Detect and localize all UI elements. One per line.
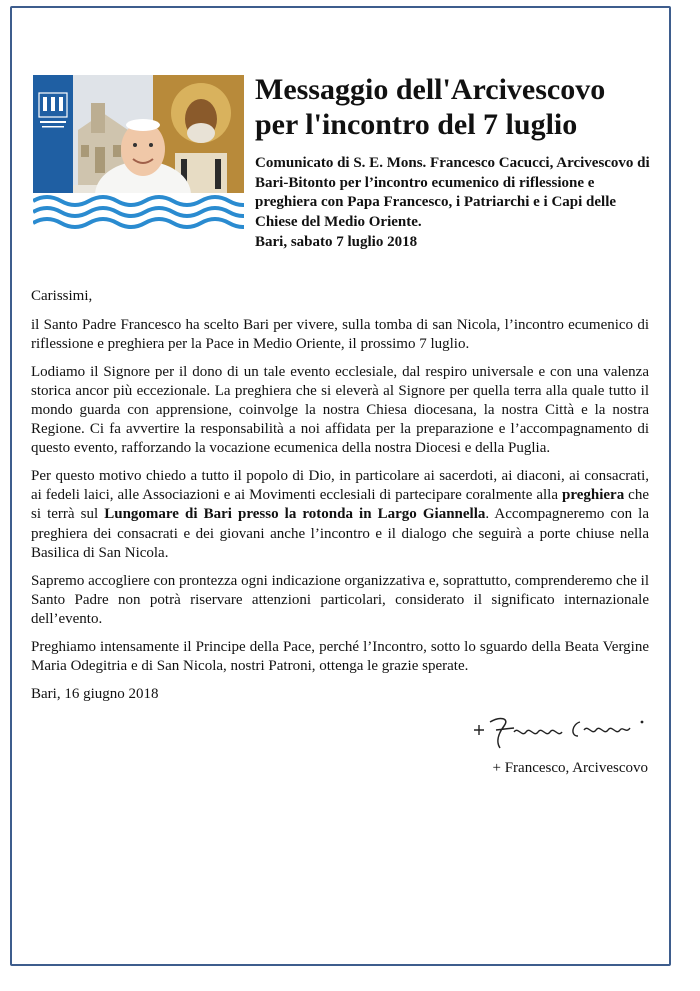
paragraph-3-part-b: che si terrà sul — [31, 487, 649, 523]
paragraph-5: Preghiamo intensamente il Principe della Pace, perché l’Incontro, sotto lo sguardo della Beata Vergine Maria Odegitria e di San Nicola, nostri Patroni, ottenga le grazie sperate. — [31, 638, 649, 674]
sea-waves-icon — [33, 193, 244, 231]
subtitle: Comunicato di S. E. Mons. Francesco Cacucci, Arcivescovo di Bari-Bitonto per l’incontro ecumenico di riflessione e preghiera con Papa Francesco, i Patriarchi e i Capi delle Chiese del Medio Oriente. — [255, 155, 650, 230]
paragraph-2: Lodiamo il Signore per il dono di un tale evento ecclesiale, dal respiro universale e con una valenza storica ancor più eccezionale. La preghiera che si eleverà al Signore per quella terra alla quale tutto il mondo guarda con apprensione, coinvolge la nostra Chiesa diocesana, la nostra Città e la nostra Regione. Ci fa avvertire la responsabilità a noi affidata per la preparazione e l’accompagnamento di questo evento, rafforzando la vocazione ecumenica della nostra Diocesi e della Puglia. — [31, 364, 649, 457]
basilica-logo-icon — [39, 93, 67, 128]
title-line-1: Messaggio dell'Arcivescovo — [255, 73, 606, 106]
closing-date: Bari, 16 giugno 2018 — [31, 685, 159, 702]
paragraph-3-bold-location: Lungomare di Bari presso la rotonda in Largo Giannella — [104, 506, 486, 523]
paragraph-4: Sapremo accogliere con prontezza ogni indicazione organizzativa e, soprattutto, comprenderemo che il Santo Padre non potrà riservare attenzioni particolari, considerato il significato internazionale dell’evento. — [31, 572, 649, 627]
paragraph-3-part-a: Per questo motivo chiedo a tutto il popolo di Dio, in particolare ai sacerdoti, ai diaconi, ai consacrati, ai fedeli laici, alle Associazioni e ai Movimenti ecclesiali di partecipare coralmente alla — [31, 468, 649, 504]
signature-name: + Francesco, Arcivescovo — [492, 760, 648, 776]
dateline: Bari, sabato 7 luglio 2018 — [255, 234, 418, 250]
salutation: Carissimi, — [31, 288, 93, 304]
paragraph-3 — [31, 467, 649, 562]
paragraph-3-bold-preghiera: preghiera — [561, 487, 625, 504]
handwritten-signature — [470, 708, 650, 754]
paragraph-1: il Santo Padre Francesco ha scelto Bari per vivere, sulla tomba di san Nicola, l’incontro ecumenico di riflessione e preghiera per la Pace in Medio Oriente, il prossimo 7 luglio. — [31, 317, 649, 353]
page-title — [255, 72, 655, 143]
header-image — [33, 75, 244, 231]
letter-body — [31, 287, 649, 713]
title-line-2: per l'incontro del 7 luglio — [255, 108, 578, 142]
paragraph-3-part-c: . Accompagneremo con la preghiera dei consacrati e dei giovani anche l’incontro e il dialogo che seguirà a porte chiuse nella Basilica di San Nicola. — [31, 506, 649, 561]
